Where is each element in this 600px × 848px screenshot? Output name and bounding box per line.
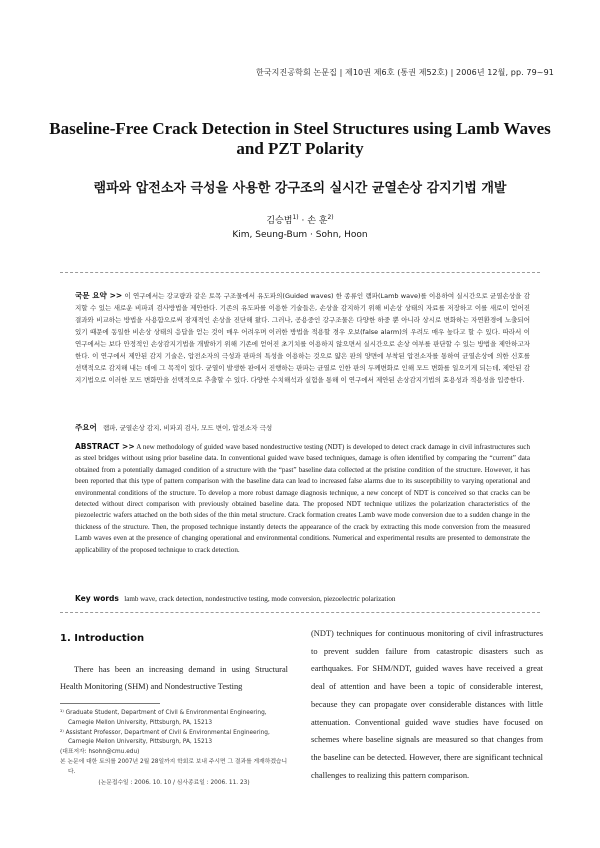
- author-2-name: 손 훈: [307, 216, 328, 226]
- abstract-korean-text: 이 연구에서는 강교량과 같은 토목 구조물에서 유도파의(Guided waves) 한 종류인 램파(Lamb wave)를 이용하여 실시간으로 균열손상을 감지할 수 있는 새로운 비파괴 검사방법을 제안한다. 기존의 유도파를 이용한 기술들은, 손상을 감지하기 위해 비손상 상태의 자료를 저장하고 이를 새로이 얻어진 결과와 비교하는 방법을 사용함으로써 잠재적인 손상을 진단해 왔다. 그러나, 공용중인 강구조물은 다양한 하중 뿐 아니라 상시로 변화하는 자연환경에 노출되어 있기 때문에 동일한 비손상 상태의 응답을 얻는 것이 매우 어려우며 이러한 방법을 적용할 경우 오보(false alarm)의 우려도 매우 높다고 할 수 있다. 따라서 이 연구에서는 보다 안정적인 손상감지기법을 개발하기 위해 기존에 얻어진 초기치를 이용하지 않으면서 실시간으로 손상 여부를 판단할 수 있는 방법을 제안하고자 한다. 이 연구에서 제안된 감지 기술은, 압전소자의 극성과 판파의 특성을 이용하는 것으로 얇은 판의 양면에 부착된 압전소자를 통하여 균열손상에 의한 신호를 선택적으로 감지해 내는 데에 그 목적이 있다. 균열이 발생한 판에서 진행하는 판파는 균열로 인한 판의 두께변화로 인해 모드 변화를 일으키게 되는데, 제안된 감지기법으로 이러한 모드 변화만을 선택적으로 추출할 수 있다. 다양한 수치해석과 실험을 통해 이 연구에서 제안된 손상감지기법의 효용성과 적용성을 입증한다.: [75, 292, 530, 384]
- author-1-mark: 1): [292, 214, 299, 221]
- footnote-author-2: ²⁾ Assistant Professor, Department of Civil & Environmental Engineering, Carnegie Mellon University, Pittsburgh, PA, 15213: [60, 729, 270, 746]
- footnote-author-1: ¹⁾ Graduate Student, Department of Civil & Environmental Engineering, Carnegie Mellon University, Pittsburgh, PA, 15213: [60, 710, 267, 726]
- authors-english: Kim, Seung-Bum · Sohn, Hoon: [232, 230, 368, 240]
- intro-paragraph-1: There has been an increasing demand in using Structural Health Monitoring (SHM) and Nondestructive Testing: [60, 665, 288, 691]
- keywords-korean-label: 주요어: [75, 423, 97, 432]
- footnote-dates: (논문접수일 : 2006. 10. 10 / 심사종료일 : 2006. 11. 23): [98, 779, 250, 786]
- abstract-english: [75, 441, 530, 556]
- keywords-english: [75, 594, 530, 603]
- section-heading-introduction: 1. Introduction: [60, 633, 145, 644]
- footnote-corresponding: (대표저자: hsohn@cmu.edu): [60, 749, 140, 756]
- keywords-korean-text: 램파, 균열손상 감지, 비파괴 검사, 모드 변이, 압전소자 극성: [102, 424, 273, 432]
- keywords-english-label: Key words: [75, 594, 119, 603]
- paper-title-english: Baseline-Free Crack Detection in Steel Structures using Lamb Waves and PZT Polarity: [49, 119, 551, 158]
- journal-header: 한국지진공학회 논문집 | 제10권 제6호 (통권 제52호) | 2006년 12월, pp. 79~91: [256, 68, 554, 77]
- intro-paragraph-continued: (NDT) techniques for continuous monitoring of civil infrastructures to prevent sudden failure from catastropic disasters such as earthquakes. For SHM/NDT, guided waves have received a great deal of attention and have been a topic of considerable interest, because they can propagate over considerable distances with little attenuation. Conventional guided wave studies have focused on schemes where baseline signals are measured so that changes from the baseline can be detected. However, there are significant technical challenges to realizing this pattern comparison.: [311, 629, 543, 780]
- footnote-discussion: 본 논문에 대한 토의를 2007년 2월 28일까지 학회로 보내 주시면 그 결과를 게재하겠습니다.: [60, 758, 288, 775]
- paper-title-korean: 램파와 압전소자 극성을 사용한 강구조의 실시간 균열손상 감지기법 개발: [93, 181, 507, 196]
- footnotes: [60, 709, 288, 794]
- keywords-korean: [75, 422, 530, 433]
- author-1-name: 김승범: [266, 216, 293, 226]
- abstract-english-text: A new methodology of guided wave based nondestructive testing (NDT) is developed to detect crack damage in civil infrastructures such as steel bridges without using prior baseline data. In conventional guided wave based techniques, damage is often identified by comparing the “current” data obtained from a potentially damaged condition of a structure with the “past” baseline data collected at the pristine condition of the structure. However, it has been reported that this type of pattern comparison with the baseline data can lead to increased false alarms due to its susceptibility to varying operational and environmental conditions of the structure. To develop a more robust damage diagnosis technique, a new concept of NDT is conceived so that cracks can be detected without direct comparison with previously obtained baseline data. The proposed NDT technique utilizes the polarization characteristics of the piezoelectric wafers attached on the both sides of the thin metal structure. Crack formation creates Lamb wave mode conversion due to a sudden change in the thickness of the structure. Then, the proposed technique instantly detects the appearance of the crack by extracting this mode conversion from the measured Lamb waves even at the presence of changing operational and environmental conditions. Numerical and experimental results are presented to demonstrate the applicability of the proposed technique to crack detection.: [75, 443, 530, 554]
- bottom-divider: [60, 612, 540, 613]
- author-2-mark: 2): [327, 214, 334, 221]
- intro-left-column: [60, 661, 288, 695]
- keywords-english-text: lamb wave, crack detection, nondestructive testing, mode conversion, piezoelectric polarization: [124, 595, 396, 603]
- intro-right-column: [311, 625, 543, 784]
- top-divider: [60, 272, 540, 273]
- abstract-korean: [75, 290, 530, 386]
- abstract-korean-label: 국문 요약 >>: [75, 291, 123, 300]
- footnote-divider: [60, 703, 160, 704]
- authors-korean: [40, 213, 560, 226]
- abstract-english-label: ABSTRACT >>: [75, 442, 135, 451]
- author-separator: ·: [298, 216, 308, 226]
